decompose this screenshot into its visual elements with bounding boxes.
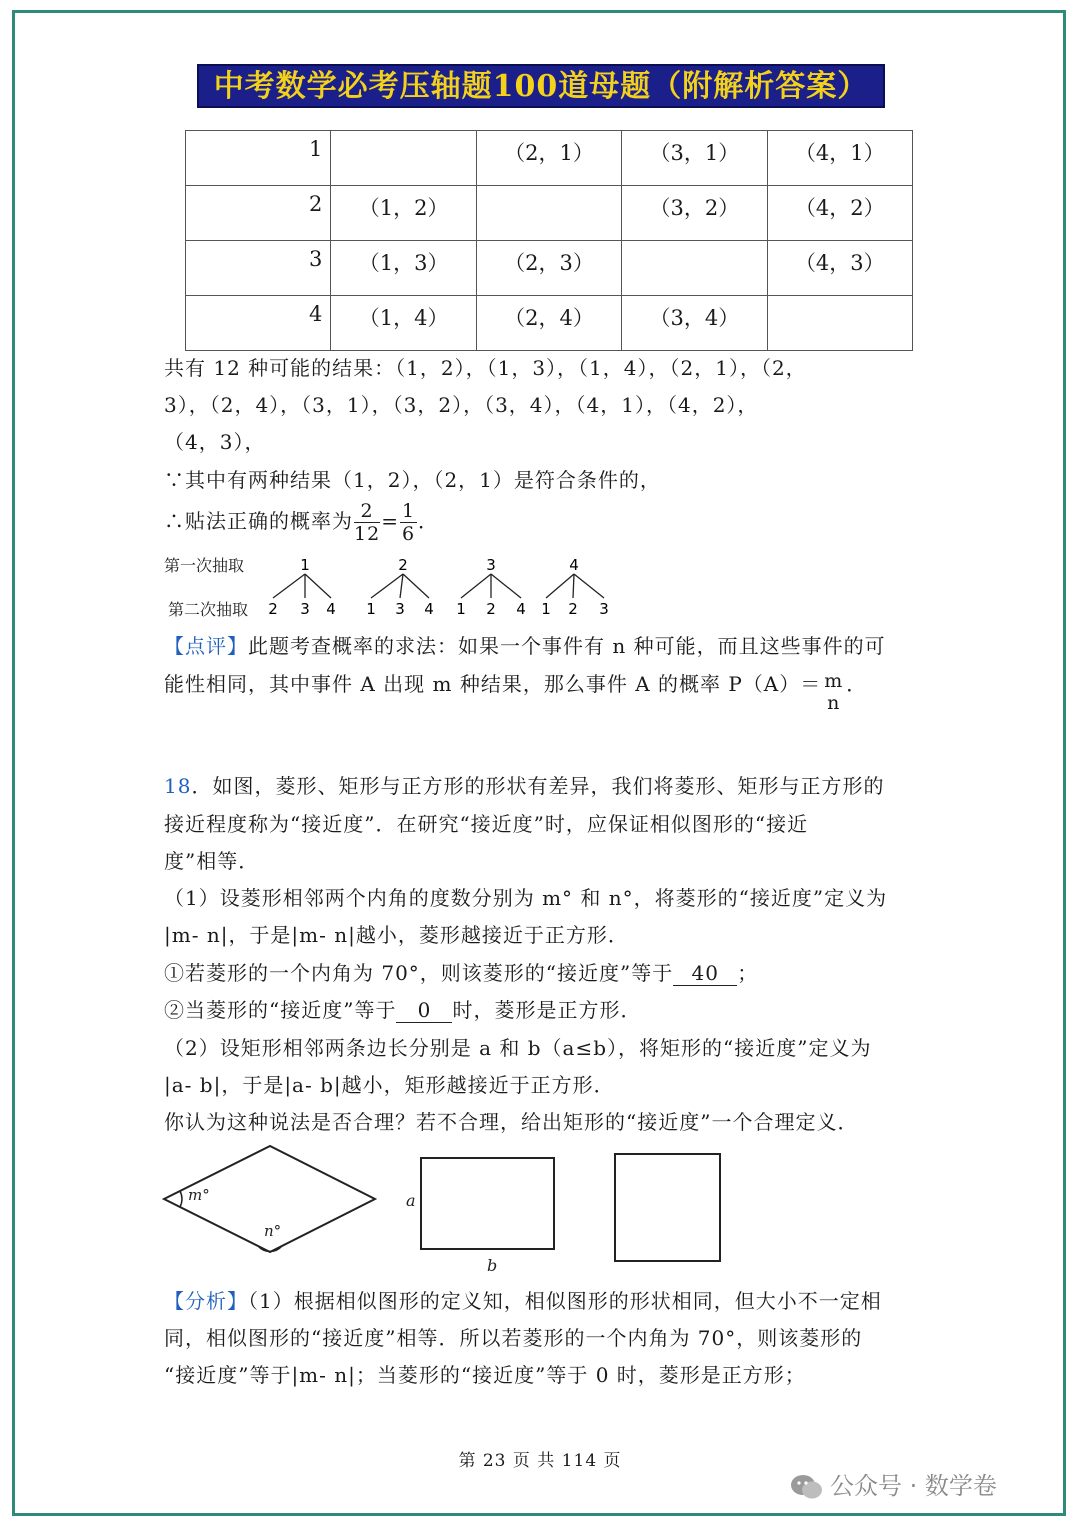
q18-part2-line-3: 你认为这种说法是否合理？若不合理，给出矩形的“接近度”一个合理定义． (164, 1110, 859, 1134)
tree-leaf: 4 (516, 600, 526, 618)
comment-line-2 (164, 668, 867, 714)
fraction-denominator: 6 (401, 523, 416, 545)
table-row (186, 241, 913, 296)
table-cell (767, 296, 912, 351)
table-cell: （4，2） (767, 186, 912, 241)
page-number: 第 23 页 共 114 页 (458, 1451, 622, 1471)
fraction-denominator: 12 (354, 523, 381, 545)
table-cell (476, 186, 621, 241)
tree-label-second: 第二次抽取 (168, 600, 249, 619)
tree-branch (461, 574, 491, 598)
tree-branch (305, 574, 331, 598)
tree-leaf: 4 (424, 600, 434, 618)
fraction-denominator: n (827, 692, 841, 714)
q18-line-1 (164, 770, 884, 799)
table-cell (622, 241, 767, 296)
fraction-numerator: 1 (401, 500, 416, 522)
q18-line-2: 接近程度称为“接近度”．在研究“接近度”时，应保证相似图形的“接近 (164, 812, 809, 836)
label-n-degree: n° (264, 1222, 282, 1240)
table-cell: （3，2） (622, 186, 767, 241)
solution-line-3: （4，3）， (164, 430, 266, 454)
q18-subq-2 (164, 994, 641, 1023)
tree-leaf: 1 (456, 600, 466, 618)
tree-branch (273, 574, 305, 598)
tree-root-2: 2 (398, 556, 408, 574)
fraction-m-n (822, 670, 845, 714)
tree-branch (371, 574, 403, 598)
q18-part1-line-2: |m- n|，于是|m- n|越小，菱形越接近于正方形． (164, 923, 629, 947)
square-shape (615, 1154, 720, 1261)
row-header-cell: 1 (186, 131, 331, 186)
q18-part1-line-1: （1）设菱形相邻两个内角的度数分别为 m° 和 n°，将菱形的“接近度”定义为 (164, 886, 888, 910)
tree-leaf: 3 (300, 600, 310, 618)
probability-line (164, 500, 439, 545)
tree-branch (400, 574, 403, 598)
tree-root-3: 3 (486, 556, 496, 574)
table-cell: （2，4） (476, 296, 621, 351)
analysis-line-3: “接近度”等于|m- n|；当菱形的“接近度”等于 0 时，菱形是正方形； (164, 1363, 806, 1387)
table-cell: （1，2） (331, 186, 476, 241)
tree-leaf: 3 (599, 600, 609, 618)
comment-tag: 【点评】 (164, 634, 248, 658)
table-cell (331, 131, 476, 186)
label-side-b: b (487, 1256, 498, 1275)
tree-leaf: 1 (366, 600, 376, 618)
q18-part2-line-2: |a- b|，于是|a- b|越小，矩形越接近于正方形． (164, 1073, 615, 1097)
label-m-degree: m° (188, 1186, 210, 1204)
subq2-prefix: ②当菱形的“接近度”等于 (164, 998, 397, 1022)
row-header-cell: 4 (186, 296, 331, 351)
tree-branch (573, 574, 574, 598)
table-cell: （2，3） (476, 241, 621, 296)
subq1-prefix: ①若菱形的一个内角为 70°，则该菱形的“接近度”等于 (164, 961, 674, 985)
equals-sign: = (381, 509, 399, 533)
table-cell: （1，3） (331, 241, 476, 296)
shape-figures (160, 1140, 740, 1280)
wechat-icon (790, 1474, 824, 1500)
watermark-text: 公众号 · 数学卷 (830, 1472, 997, 1500)
label-side-a: a (406, 1191, 416, 1210)
subq1-suffix: ； (737, 961, 759, 985)
row-header-cell: 3 (186, 241, 331, 296)
fraction-numerator: 2 (354, 500, 380, 523)
fraction-1-6 (400, 500, 417, 545)
watermark (790, 1466, 997, 1501)
table-row (186, 131, 913, 186)
subq1-answer: 40 (673, 961, 737, 986)
analysis-line-2: 同，相似图形的“接近度”相等．所以若菱形的一个内角为 70°，则该菱形的 (164, 1326, 863, 1350)
analysis-text-1: （1）根据相似图形的定义知，相似图形的形状相同，但大小不一定相 (248, 1289, 882, 1313)
row-header-cell: 2 (186, 186, 331, 241)
table-cell: （2，1） (476, 131, 621, 186)
subq2-suffix: 时，菱形是正方形． (452, 998, 642, 1022)
comment-text-1: 此题考查概率的求法：如果一个事件有 n 种可能，而且这些事件的可 (248, 634, 886, 658)
tree-branch (574, 574, 604, 598)
tree-branch (403, 574, 429, 598)
tree-leaf: 3 (395, 600, 405, 618)
solution-line-4: ∵其中有两种结果（1，2），（2，1）是符合条件的， (164, 468, 661, 492)
tree-leaf: 2 (568, 600, 578, 618)
question-number: 18 (164, 774, 192, 798)
angle-arc-m (180, 1191, 182, 1207)
q18-text-1: ．如图，菱形、矩形与正方形的形状有差异，我们将菱形、矩形与正方形的 (191, 774, 885, 798)
tree-root-4: 4 (569, 556, 579, 574)
table-cell: （4，3） (767, 241, 912, 296)
tree-leaf: 2 (268, 600, 278, 618)
analysis-tag: 【分析】 (164, 1289, 248, 1313)
tree-branch (546, 574, 574, 598)
solution-line-2: 3），（2，4），（3，1），（3，2），（3，4），（4，1），（4，2）， (164, 393, 759, 417)
table-cell: （1，4） (331, 296, 476, 351)
comment-text-2: 能性相同，其中事件 A 出现 m 种结果，那么事件 A 的概率 P（A）＝ (164, 672, 822, 696)
table-cell: （3，1） (622, 131, 767, 186)
page-title: 中考数学必考压轴题100道母题（附解析答案） (197, 64, 885, 108)
q18-subq-1 (164, 957, 758, 986)
tree-leaf: 2 (486, 600, 496, 618)
tree-root-1: 1 (300, 556, 310, 574)
analysis-line-1 (164, 1285, 882, 1314)
q18-part2-line-1: （2）设矩形相邻两条边长分别是 a 和 b（a≤b），将矩形的“接近度”定义为 (164, 1036, 872, 1060)
table-cell: （4，1） (767, 131, 912, 186)
tree-leaf: 4 (326, 600, 336, 618)
table-row (186, 296, 913, 351)
rectangle-shape (421, 1158, 554, 1249)
table-cell: （3，4） (622, 296, 767, 351)
fraction-numerator: m (824, 670, 844, 692)
tree-diagram (260, 556, 620, 620)
outcome-table (185, 130, 913, 351)
q18-line-3: 度”相等． (164, 849, 260, 873)
comment-suffix: ． (846, 672, 868, 696)
solution-line-1: 共有 12 种可能的结果：（1，2），（1，3），（1，4），（2，1），（2， (164, 356, 807, 380)
table-row (186, 186, 913, 241)
probability-suffix: ． (418, 509, 440, 533)
tree-leaf: 1 (541, 600, 551, 618)
tree-label-first: 第一次抽取 (164, 556, 245, 575)
tree-branch (491, 574, 521, 598)
probability-prefix: ∴贴法正确的概率为 (164, 509, 353, 533)
fraction-2-12 (354, 500, 380, 545)
comment-line-1 (164, 630, 886, 659)
subq2-answer: 0 (396, 998, 452, 1023)
